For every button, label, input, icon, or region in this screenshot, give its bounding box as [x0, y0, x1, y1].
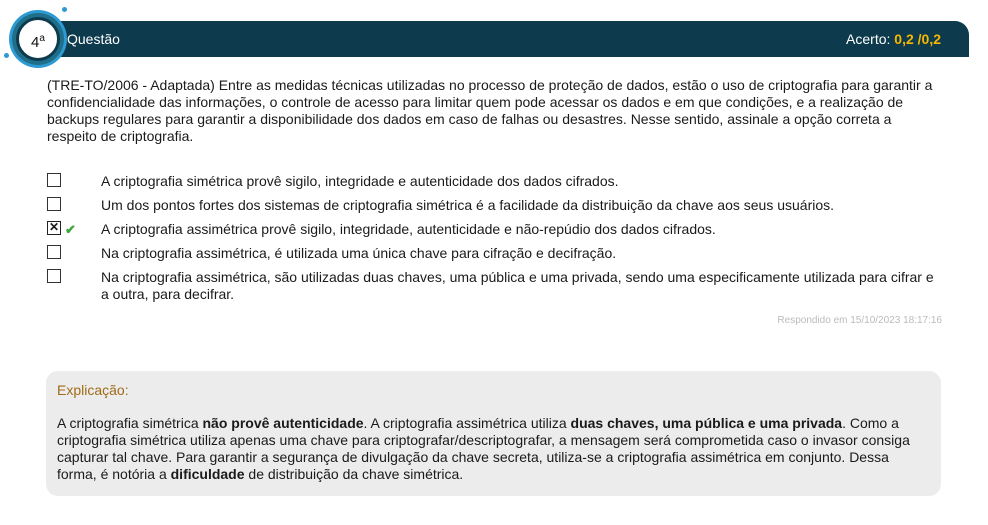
answered-timestamp: Respondido em 15/10/2023 18:17:16: [777, 315, 942, 326]
option-e[interactable]: [47, 269, 942, 303]
badge-decoration: [4, 53, 9, 58]
explanation-text: A criptografia simétrica não provê autenticidade. A criptografia assimétrica utiliza duas chaves, uma pública e uma privada. Como a criptografia simétrica utiliza apenas uma chave para criptografar/descriptografar, a mensagem será comprometida caso o invasor consiga capturar tal chave. Para garantir a segurança de divulgação da chave secreta, utiliza-se a criptografia assimétrica em conjunto. Dessa forma, é notória a dificuldade de distribuição da chave simétrica.: [57, 415, 910, 482]
x-mark-icon: ✕: [48, 220, 60, 234]
option-d[interactable]: [47, 245, 942, 262]
option-label: Um dos pontos fortes dos sistemas de criptografia simétrica é a facilidade da distribuição da chave aos seus usuários.: [101, 197, 835, 213]
option-label: Na criptografia assimétrica, é utilizada uma única chave para cifração e decifração.: [101, 245, 617, 261]
option-b[interactable]: [47, 197, 942, 214]
question-header: [47, 21, 969, 57]
option-checkbox[interactable]: [47, 245, 61, 259]
score-value: 0,2: [894, 31, 914, 47]
question-number-badge: [12, 13, 64, 65]
option-c[interactable]: [47, 221, 942, 238]
question-text: (TRE-TO/2006 - Adaptada) Entre as medidas técnicas utilizadas no processo de proteção de dados, estão o uso de criptografia para garantir a confidencialidade das informações, o controle de acesso para limitar quem pode acessar os dados e em que condições, e a realização de backups regulares para garantir a disponibilidade dos dados em caso de falhas ou desastres. Nesse sentido, assinale a opção correta a respeito de criptografia.: [47, 77, 933, 144]
options-list: [47, 173, 942, 310]
score-display: [846, 31, 941, 47]
option-a[interactable]: [47, 173, 942, 190]
score-separator: /: [917, 31, 922, 47]
explanation-box: [46, 371, 941, 496]
option-label: A criptografia simétrica provê sigilo, integridade e autenticidade dos dados cifrados.: [101, 173, 619, 189]
option-checkbox[interactable]: [47, 173, 61, 187]
option-checkbox-checked[interactable]: [47, 221, 61, 235]
explanation-title: Explicação:: [57, 382, 129, 398]
option-label: A criptografia assimétrica provê sigilo, integridade, autenticidade e não-repúdio dos dados cifrados.: [101, 221, 716, 237]
badge-decoration: [62, 7, 67, 12]
option-checkbox[interactable]: [47, 197, 61, 211]
question-number: 4$^a$: [16, 17, 60, 61]
checkmark-icon: ✔: [65, 222, 76, 237]
option-label: Na criptografia assimétrica, são utilizadas duas chaves, uma pública e uma privada, sendo uma especificamente utilizada para cifrar e a outra, para decifrar.: [101, 269, 934, 302]
option-checkbox[interactable]: [47, 269, 61, 283]
score-total: 0,2: [921, 31, 941, 47]
question-title: Questão: [67, 31, 120, 47]
score-label: Acerto:: [846, 31, 891, 47]
